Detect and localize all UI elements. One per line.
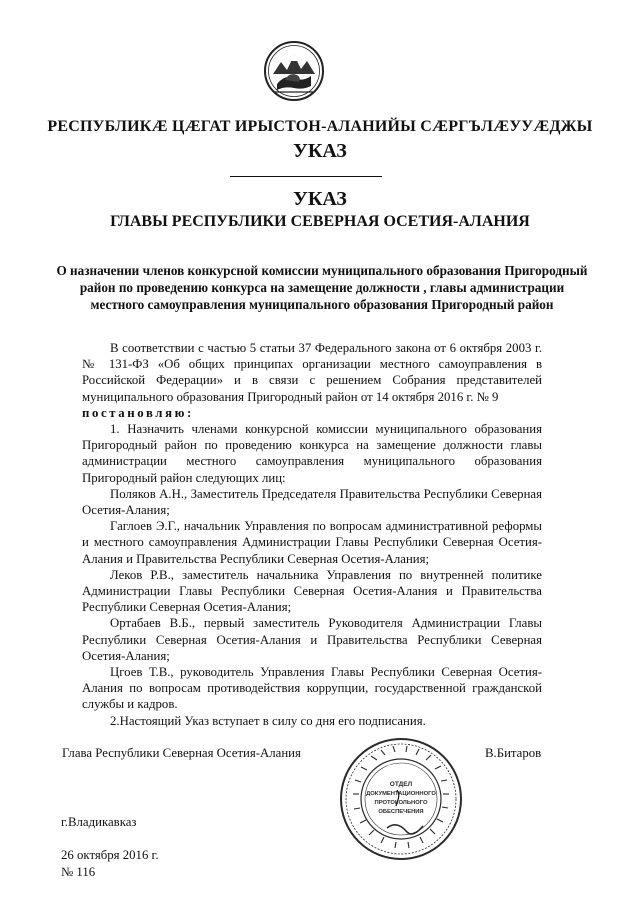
signer-name: В.Битаров	[485, 746, 542, 760]
svg-text:ОТДЕЛ: ОТДЕЛ	[389, 781, 413, 788]
ukaz-title-russian: УКАЗ	[293, 188, 347, 210]
svg-text:ОБЕСПЕЧЕНИЯ: ОБЕСПЕЧЕНИЯ	[378, 809, 424, 815]
place-of-signing: г.Владикавказ	[61, 815, 137, 829]
member-item: Цгоев Т.В., руководитель Управления Главы Республики Северная Осетия-Алания по вопросам противодействия коррупции, государственной гражданской службы и кадров.	[82, 665, 542, 712]
member-item: Поляков А.Н., Заместитель Председателя Правительства Республики Северная Осетия-Алания;	[82, 486, 542, 518]
decree-subject: О назначении членов конкурсной комиссии муниципального образования Пригородный район по проведению конкурса на замещение должности , главы администрации местного самоуправления муниципального образования Пригородный район	[56, 263, 588, 312]
clause-2: 2.Настоящий Указ вступает в силу со дня его подписания.	[110, 713, 426, 728]
preamble-paragraph: В соответствии с частью 5 статьи 37 Федерального закона от 6 октября 2003 г. № 131-ФЗ «Об общих принципах организации местного самоуправления в Российской Федерации» и в связи с решением Собрания представителей муниципального образования Пригородный район от 14 октября 2016 г. № 9	[82, 341, 542, 404]
member-item: Ортабаев В.Б., первый заместитель Руководителя Администрации Главы Республики Северная Осетия-Алания и Правительства Республики Северная Осетия-Алания;	[82, 616, 542, 663]
decree-body	[82, 340, 542, 729]
republic-title-ossetian: РЕСПУБЛИКӔ ЦӔГАТ ИРЫСТОН-АЛАНИЙЫ СӔРГЪЛӔУУӔДЖЫ	[47, 118, 593, 135]
clause-1: 1. Назначить членами конкурсной комиссии муниципального образования Пригородный район по проведению конкурса на замещение должности главы администрации местного самоуправления муниципального образования Пригородный район следующих лиц:	[82, 422, 542, 485]
member-item: Гаглоев Э.Г., начальник Управления по вопросам административной реформы и местного самоуправления Администрации Главы Республики Северная Осетия-Алания и Правительства Республики Северная Осетия-Алания;	[82, 519, 542, 566]
svg-text:ДОКУМЕНТАЦИОННОГО: ДОКУМЕНТАЦИОННОГО	[366, 791, 436, 797]
decree-date: 26 октября 2016 г.	[61, 848, 159, 862]
decree-number: № 116	[61, 865, 96, 879]
head-title: ГЛАВЫ РЕСПУБЛИКИ СЕВЕРНАЯ ОСЕТИЯ-АЛАНИЯ	[110, 213, 530, 230]
signer-role: Глава Республики Северная Осетия-Алания	[62, 746, 301, 760]
ukaz-title-ossetian: УКАЗ	[293, 140, 347, 162]
svg-text:ПРОТОКОЛЬНОГО: ПРОТОКОЛЬНОГО	[374, 800, 428, 806]
official-stamp	[337, 736, 465, 862]
coat-of-arms-emblem	[263, 40, 325, 102]
member-item: Леков Р.В., заместитель начальника Управления по внутренней политике Администрации Главы Республики Северная Осетия-Алания и Правительства Республики Северная Осетия-Алания;	[82, 567, 542, 615]
decree-word: постановляю:	[82, 405, 194, 420]
header-divider	[230, 176, 382, 177]
